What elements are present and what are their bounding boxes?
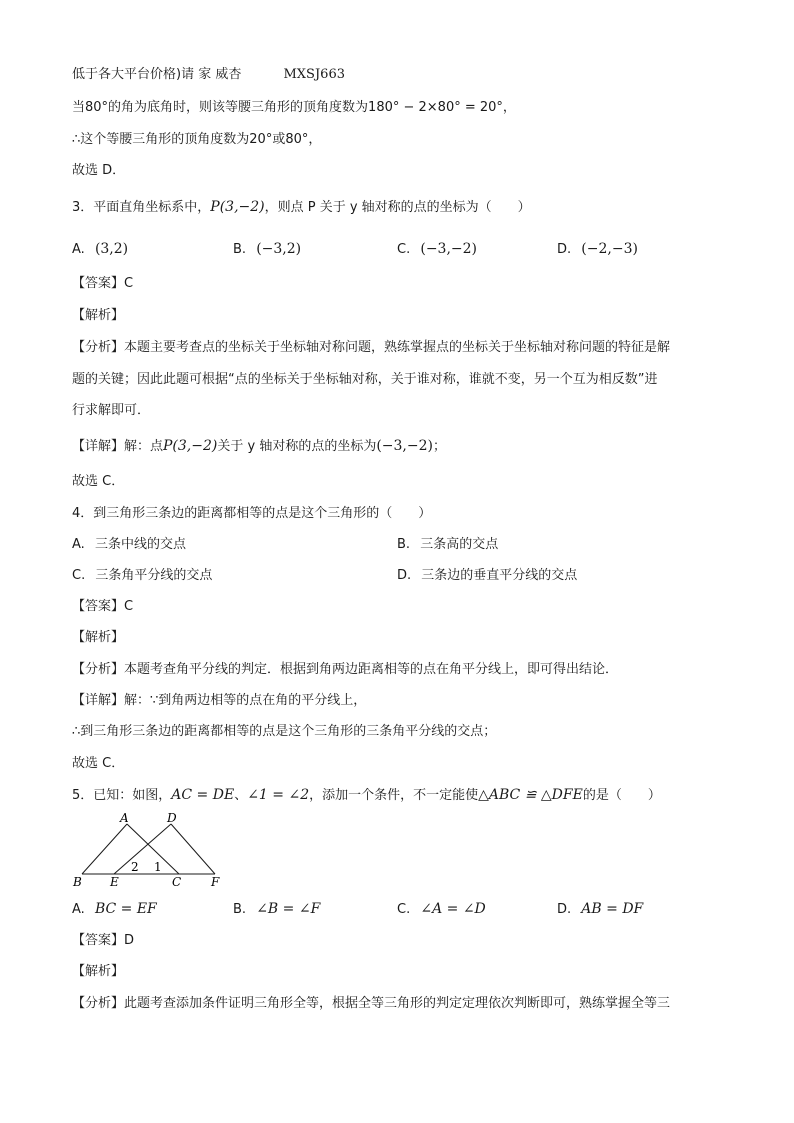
q5-stem [72,786,661,805]
q4-answer: 【答案】C [72,599,134,614]
header-code: MXSJ663 [283,67,345,82]
option-text: BC = EF [94,901,157,917]
angle-2-label: 2 [131,860,139,874]
q5-cond1: AC = DE [171,787,235,803]
option-key: C. [397,242,411,257]
option-key: A. [72,242,85,257]
q5-figure [70,810,230,890]
label-f: F [211,875,220,889]
q3-point: P(3,−2) [210,199,265,215]
q5-option-a[interactable] [72,900,157,919]
segment-ab [82,824,127,874]
q3-answer: 【答案】C [72,276,134,291]
option-text: (−3,−2) [420,241,478,257]
q3-analysis-2: 题的关键；因此此题可根据“点的坐标关于坐标轴对称，关于谁对称，谁就不变，另一个互为相反数”进 [72,372,658,387]
option-text: 三条高的交点 [420,537,499,552]
option-key: C. [397,902,411,917]
option-text: (3,2) [94,241,129,257]
q3-detail-b: 关于 y 轴对称的点的坐标为 [217,439,377,454]
header-text: 低于各大平台价格)请 家 威杏 [72,67,242,82]
q5-sep: 、 [234,788,248,803]
option-text: (−3,2) [256,241,302,257]
q3-stem [72,198,531,217]
q5-option-c[interactable] [397,900,486,919]
prev-line-3: 故选 D． [72,163,126,178]
q3-analysis-1: 【分析】本题主要考查点的坐标关于坐标轴对称问题，熟练掌握点的坐标关于坐标轴对称问题的特征是解 [72,340,671,355]
q5-congruence: △ABC ≌ △DFE [478,787,583,803]
q4-stem: 4．到三角形三条边的距离都相等的点是这个三角形的（ ） [72,506,432,521]
option-text: 三条边的垂直平分线的交点 [421,568,578,583]
q3-conclusion: 故选 C． [72,474,125,489]
q3-option-a[interactable] [72,240,128,259]
prev-line-1: 当80°的角为底角时，则该等腰三角形的顶角度数为180° − 2×80° = 20°， [72,100,516,115]
q5-cond2: ∠1 = ∠2 [247,787,310,803]
option-key: D. [557,902,572,917]
q5-answer: 【答案】D [72,933,135,948]
q3-option-c[interactable] [397,240,477,259]
q3-analysis-3: 行求解即可． [72,403,151,418]
q3-detail-a: 【详解】解：点 [72,439,164,454]
q5-stem-c: 的是（ ） [582,788,661,803]
option-key: C. [72,568,86,583]
option-key: D. [557,242,572,257]
q5-option-b[interactable] [233,900,320,919]
option-text: 三条角平分线的交点 [95,568,213,583]
label-b: B [73,875,82,889]
label-a: A [120,811,129,825]
q4-conclusion: 故选 C． [72,756,125,771]
q5-stem-a: 5．已知：如图， [72,788,172,803]
q4-analysis-title: 【解析】 [72,630,125,645]
label-e: E [110,875,119,889]
q4-option-a[interactable] [72,536,186,554]
segment-de [114,824,171,874]
option-text: ∠A = ∠D [420,901,486,917]
q3-stem-b: ，则点 P 关于 y 轴对称的点的坐标为（ ） [264,200,531,215]
q3-detail-point: P(3,−2) [163,438,218,454]
q4-option-c[interactable] [72,567,212,585]
q4-analysis: 【分析】本题考查角平分线的判定．根据到角两边距离相等的点在角平分线上，即可得出结论． [72,662,619,677]
option-text: ∠B = ∠F [256,901,321,917]
label-d: D [167,811,177,825]
option-text: AB = DF [581,901,644,917]
q4-option-b[interactable] [397,536,498,554]
option-key: B. [233,242,247,257]
q3-analysis-title: 【解析】 [72,308,125,323]
q4-therefore: ∴到三角形三条边的距离都相等的点是这个三角形的三条角平分线的交点； [72,724,497,739]
q4-detail: 【详解】解：∵到角两边相等的点在角的平分线上， [72,693,367,708]
q4-option-d[interactable] [397,567,577,585]
q5-analysis-title: 【解析】 [72,964,125,979]
option-key: B. [233,902,247,917]
q3-detail-result: (−3,−2) [376,438,433,454]
q5-stem-b: ，添加一个条件，不一定能使 [309,788,479,803]
q3-detail-c: ； [432,439,446,454]
angle-1-label: 1 [154,860,162,874]
q5-analysis: 【分析】此题考查添加条件证明三角形全等，根据全等三角形的判定定理依次判断即可，熟练掌握全等三 [72,996,671,1011]
prev-line-2: ∴这个等腰三角形的顶角度数为20°或80°， [72,132,322,147]
option-text: (−2,−3) [581,241,638,257]
header-line [72,66,345,84]
label-c: C [172,875,182,889]
option-key: D. [397,568,412,583]
option-text: 三条中线的交点 [94,537,186,552]
option-key: A. [72,537,85,552]
option-key: B. [397,537,411,552]
q3-option-b[interactable] [233,240,301,259]
q5-option-d[interactable] [557,900,643,919]
q3-detail [72,437,446,456]
q3-option-d[interactable] [557,240,638,259]
option-key: A. [72,902,85,917]
segment-df [171,824,215,874]
q3-stem-a: 3．平面直角坐标系中， [72,200,211,215]
